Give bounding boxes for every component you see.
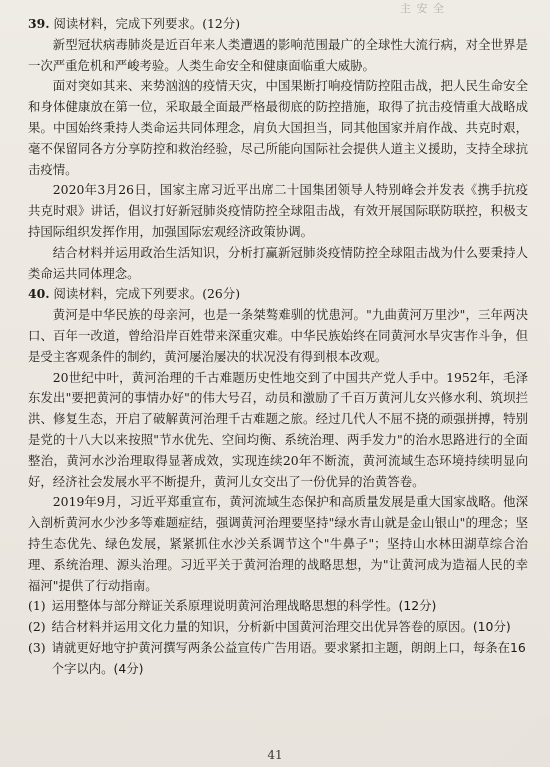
subquestion-number: (1) <box>28 598 46 614</box>
corner-shadow <box>490 717 550 767</box>
q39-number: 39. <box>28 16 50 31</box>
q39-paragraph: 面对突如其来、来势汹汹的疫情天灾，中国果断打响疫情防控阻击战，把人民生命安全和身体健康放在第一位，采取最全面最严格最彻底的防控措施，取得了抗击疫情重大战略成果。中国始终秉持人类命运共同体理念，肩负大国担当，同其他国家并肩作战、共克时艰，毫不保留同各方分享防控和救治经验，尽己所能向国际社会提供人道主义援助，支持全球抗击疫情。 <box>28 78 528 177</box>
subquestion-number: (3) <box>28 639 46 655</box>
q40-heading-text: 阅读材料，完成下列要求。(26分) <box>53 286 241 302</box>
q39-paragraph: 新型冠状病毒肺炎是近百年来人类遭遇的影响范围最广的全球性大流行病，对全世界是一次严重危机和严峻考验。人类生命安全和健康面临重大威胁。 <box>28 36 528 73</box>
subquestion-text: 运用整体与部分辩证关系原理说明黄河治理战略思想的科学性。(12分) <box>51 598 437 614</box>
page-number: 41 <box>267 748 283 762</box>
q40-subquestion-2 <box>28 617 528 638</box>
q39-paragraph: 2020年3月26日，国家主席习近平出席二十国集团领导人特别峰会并发表《携手抗疫 共克时艰》讲话，倡议打好新冠肺炎疫情防控全球阻击战，有效开展国际联防联控，积极支持国际组织发挥作用，加强国际宏观经济政策协调。 <box>28 182 528 239</box>
q39-task: 结合材料并运用政治生活知识，分析打赢新冠肺炎疫情防控全球阻击战为什么要秉持人类命运共同体理念。 <box>28 244 528 281</box>
q40-number: 40. <box>28 286 50 302</box>
subquestion-text: 请就更好地守护黄河撰写两条公益宣传广告用语。要求紧扣主题，朗朗上口，每条在16个字以内。(4分) <box>51 639 526 676</box>
q40-subquestion-3 <box>28 638 528 680</box>
page-content <box>28 14 528 680</box>
q40-paragraph: 20世纪中叶，黄河治理的千古难题历史性地交到了中国共产党人手中。1952年，毛泽东发出"要把黄河的事情办好"的伟大号召，动员和激励了千百万黄河儿女兴修水利、筑坝拦洪、修复生态，开启了破解黄河治理千古难题之旅。经过几代人不屈不挠的顽强拼搏，特别是党的十八大以来按照"节水优先、空间均衡、系统治理、两手发力"的治水思路进行的全面整治，黄河水沙治理取得显著成效，实现连续20年不断流，黄河流域生态环境持续明显向好，经济社会发展水平不断提升，黄河儿女交出了一份优异的治黄答卷。 <box>28 369 528 489</box>
q40-subquestion-1 <box>28 596 528 617</box>
q40-heading <box>28 284 528 305</box>
subquestion-text: 结合材料并运用文化力量的知识，分析新中国黄河治理交出优异答卷的原因。(10分) <box>51 619 511 635</box>
q40-paragraph: 黄河是中华民族的母亲河，也是一条桀骜难驯的忧患河。"九曲黄河万里沙"，三年两决口、百年一改道，曾给沿岸百姓带来深重灾难。中华民族始终在同黄河水旱灾害作斗争，但是受主客观条件的制约，黄河屡治屡决的状况没有得到根本改观。 <box>28 307 528 364</box>
bleed-through-text: 主 安 全 <box>400 2 445 14</box>
q39-heading-text: 阅读材料，完成下列要求。(12分) <box>53 16 241 31</box>
subquestion-number: (2) <box>28 619 46 635</box>
q39-heading <box>28 14 528 35</box>
q40-paragraph: 2019年9月，习近平郑重宣布，黄河流域生态保护和高质量发展是重大国家战略。他深入剖析黄河水少沙多等难题症结，强调黄河治理要坚持"绿水青山就是金山银山"的理念；坚持生态优先、绿色发展，紧紧抓住水沙关系调节这个"牛鼻子"；坚持山水林田湖草综合治理、系统治理、源头治理。习近平关于黄河治理的战略思想，为"让黄河成为造福人民的幸福河"提供了行动指南。 <box>28 494 528 593</box>
